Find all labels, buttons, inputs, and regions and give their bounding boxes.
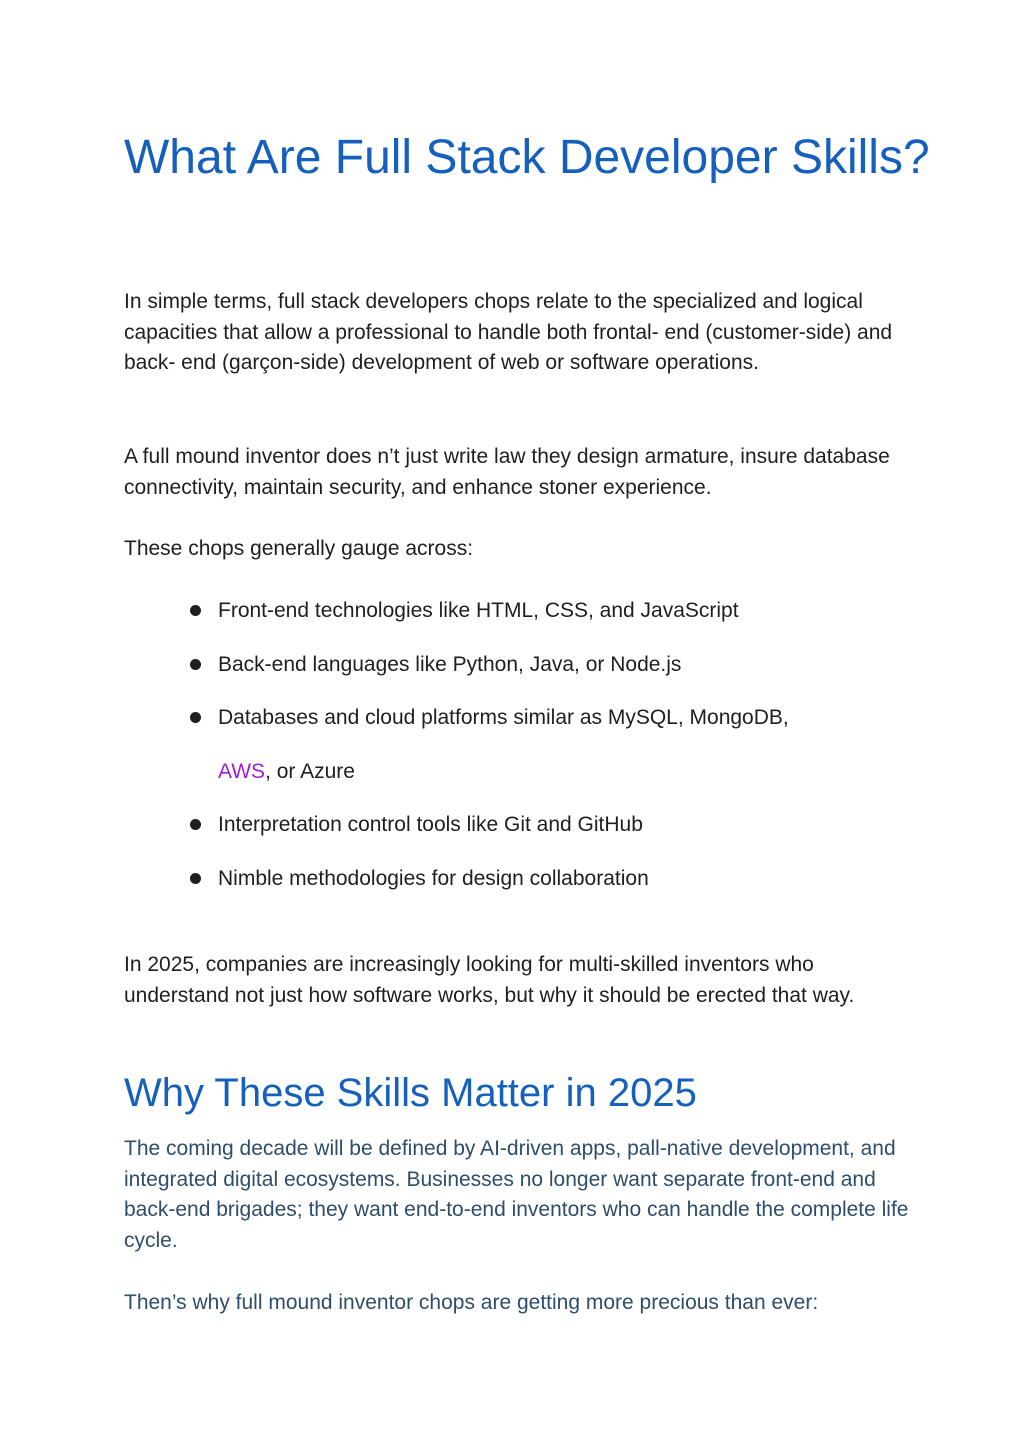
list-item-text: Interpretation control tools like Git and GitHub — [218, 813, 643, 836]
list-item-text: Front-end technologies like HTML, CSS, and JavaScript — [218, 599, 739, 622]
bullet-icon — [190, 712, 201, 723]
list-item — [0, 638, 1024, 692]
section2-paragraph-1: The coming decade will be defined by AI-driven apps, pall-native development, and integrated digital ecosystems. Businesses no longer want separate front-end and back-end brigades; they want end-to-end inventors who can handle the complete life cycle. — [124, 1137, 909, 1252]
skills-list — [0, 584, 1024, 905]
bullet-icon — [190, 659, 201, 670]
section-heading: Why These Skills Matter in 2025 — [124, 1071, 697, 1115]
list-item-text: Nimble methodologies for design collaboration — [218, 866, 649, 890]
list-item — [0, 691, 1024, 798]
intro-paragraph: In simple terms, full stack developers chops relate to the specialized and logical capacities that allow a professional to handle both frontal- end (customer-side) and back- end (garçon-side) development of web or software operations. — [124, 290, 893, 374]
bullet-icon — [190, 873, 201, 884]
list-item — [0, 584, 1024, 638]
list-item-text: Back-end languages like Python, Java, or Node.js — [218, 652, 682, 676]
list-item — [0, 852, 1024, 906]
paragraph-3: These chops generally gauge across: — [124, 537, 474, 560]
section2-paragraph-2: Then’s why full mound inventor chops are getting more precious than ever: — [124, 1291, 819, 1314]
bullet-icon — [190, 819, 201, 830]
list-item — [0, 798, 1024, 852]
list-item-text-continued: , or Azure — [265, 759, 355, 783]
bullet-icon — [190, 605, 201, 616]
aws-link[interactable]: AWS — [218, 759, 266, 783]
paragraph-4: In 2025, companies are increasingly looking for multi-skilled inventors who understand not just how software works, but why it should be erected that way. — [124, 953, 855, 1007]
paragraph-2: A full mound inventor does n’t just write law they design armature, insure database connectivity, maintain security, and enhance stoner experience. — [124, 445, 890, 499]
page-title: What Are Full Stack Developer Skills? — [124, 131, 930, 184]
list-item-text: Databases and cloud platforms similar as MySQL, MongoDB, — [218, 706, 789, 729]
